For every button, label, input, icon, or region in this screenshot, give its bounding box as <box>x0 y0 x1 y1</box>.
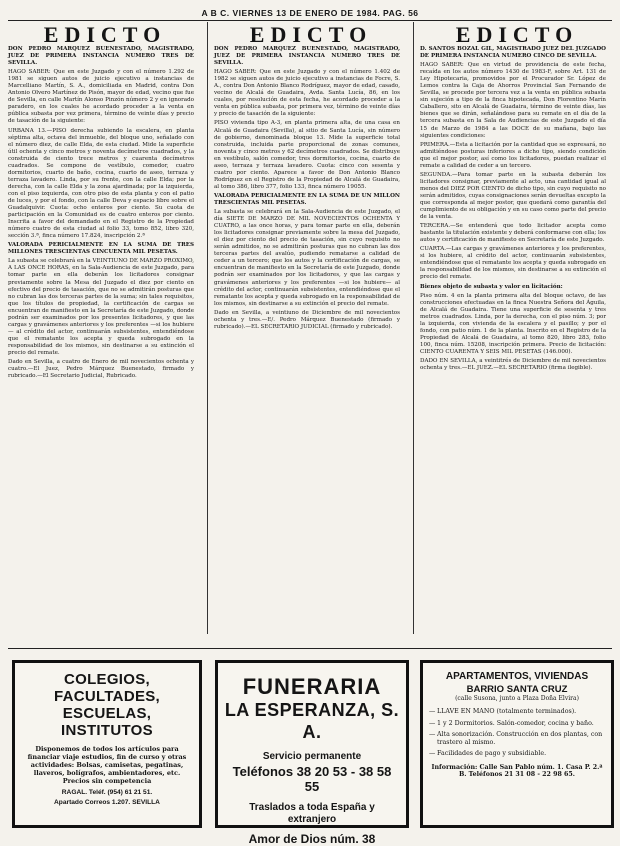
edict-paragraph: HAGO SABER: Que en virtud de providencia de este fecha, recaída en los autos número 1430 de 1983-F, sobre Art. 131 de Ley Hipotecaria, promovidos por el Procurador Sr. López de Lemos contra la Caja de Ahorros Provincial San Fernando de Sevilla, se procede por tercera vez a la venta en pública subasta sin sujeción a tipo de la finca hipotecada, Don Florentino Marín Caballero, sito en Alcalá de Guadaira, término de veinte días, las bienes que se dirán, señalándose para su remate en el día de la tercera subasta en la Sala de Audiencias de este Juzgado el día 15 de Marzo de 1984 a las DOCE de su mañana, bajo las siguientes condiciones: <box>420 62 606 139</box>
page-header: A B C. VIERNES 13 DE ENERO DE 1984. PAG. 56 <box>201 8 419 18</box>
edict-paragraph: HAGO SABER: Que en este Juzgado y con el número 1.292 de 1981 se siguen autos de juicio ejecutivo a instancias de Marcelliano Martín, S. A., domiciliada en Madrid, contra Don Antonio Olvero Martínez de Pisón, mayor de edad, vecino que fue de Sevilla, en calle Martín Alonso Pinzón número 2 y en ignorado paradero, en los cuales he acordado proceder a la venta en pública subasta por vez primera, término de veinte días y precio de tasación de la siguiente: <box>8 69 194 125</box>
edict-subheading: Bienes objeto de subasta y valor en licitación: <box>420 283 563 290</box>
apartamentos-features <box>429 708 605 758</box>
funeraria-ad <box>215 660 409 846</box>
edict-valuation: VALORADA PERICIALMENTE EN LA SUMA DE TRES MILLONES TRESCIENTAS CINCUENTA MIL PESETAS. <box>8 242 194 256</box>
top-rule <box>8 20 612 21</box>
edict-paragraph: SEGUNDA.—Para tomar parte en la subasta deberán los licitadores consignar, previamente al acto, una cantidad igual al menos del DIEZ POR CIENTO de dicho tipo, sin cuyo requisito no serán admitidos, cuyas consignaciones serán devueltas excepto la que corresponda al mejor postor, que quedará como garantía del cumplimiento de su obligación y en su caso como parte del precio de la venta. <box>420 171 606 221</box>
edict-paragraph: URBANA 13.—PISO derecha subiendo la escalera, en planta séptima alta, octava del inmueble, del bloque uno, señalado con el número diez, de calle Elda, de esta ciudad. Mide la superficie útil ochenta y cinco metros y noventa decímetros cuadrados, y la construida de ciento trece metros y cuarenta decímetros cuadrados. Se compone de vestíbulo, comedor, cuatro dormitorios, cuarto de baño, cocina, cuarto de aseo, terraza y terraza lavadero. Linda, por su frente, con la calle Elda; por la derecha, con la calle Elda y la zona ajardinada; por la izquierda, con el piso izquierda, con otro piso de esta planta y con el patio de luces, y por el fondo, con la calle Deva y espacio libre sobre el Guadalquivir. Cuota: ocho enteros por ciento. Su cuota de participación en la Comunidad es de cuatro enteros por ciento. Inscrita a favor del demandado en el Registro de la Propiedad número cuatro de esta ciudad al folio 33, tomo 852, libro 320, sección 3.ª, finca número 17.824, inscripción 2.ª <box>8 127 194 240</box>
edict-signature: Dado en Sevilla, a cuatro de Enero de mil novecientos ochenta y cuatro.—El Juez, Pedro Márquez Buenestado, firmado y rubricado.—El Secretario Judicial, Rubricado. <box>8 359 194 380</box>
funeraria-service: Servicio permanente <box>262 751 362 762</box>
funeraria-name: LA ESPERANZA, S. A. <box>224 700 400 742</box>
edict-title-1: EDICTO <box>43 22 167 47</box>
edict-title-3: EDICTO <box>455 22 579 47</box>
colegios-address: Apartado Correos 1.207. SEVILLA <box>54 799 160 806</box>
colegios-heading-line1: COLEGIOS, FACULTADES, <box>53 671 161 705</box>
edict-paragraph: CUARTA.—Las cargas y gravámenes anteriores y los preferentes, si los hubiere, al crédito del actor, continuarán subsistentes, entendiéndose que el rematante los acepta y queda subrogado en la responsabilidad de los mismos, sin destinarse a su extinción el precio del remate. <box>420 246 606 281</box>
edict-paragraph: Piso núm. 4 en la planta primera alta del bloque octavo, de las construcciones efectuadas en la finca Nuestra Señora del Águila, de Alcalá de Guadaira. Tiene una superficie de sesenta y tres metros cuadrados. Linda, por la derecha, con el piso núm. 3; por la izquierda, con vivienda de la escalera y el pasillo; y por el fondo, con patio núm. 1 de la planta. Inscrito en el Registro de la Propiedad de Alcalá de Guadaira, al tomo 820, libro 283, folio 100, finca núm. 15208, inscripción primera. Precio de licitación: CIENTO CUARENTA Y SEIS MIL PESETAS (146.000). <box>420 292 606 355</box>
edict-paragraph: La subasta se celebrará en la VEINTIUNO DE MARZO PROXIMO, A LAS ONCE HORAS, en la Sala-Audiencia de este Juzgado, para tomar parte en ella deberán los licitadores consignar previamente sobre la Mesa del Juzgado el diez por ciento en efectivo del precio de tasación, que no se admitirán posturas que no cubran las dos terceras partes de la suma; sin tales requisitos, que los títulos de propiedad, la certificación de cargas se encuentran de manifiesto en la Secretaría de este Juzgado, donde podrán ser examinados por los presentes licitadores, y que las cargas y gravámenes anteriores y los preferentes —si los hubiere— al crédito del actor, continuarán subsistentes, entendiéndose que el rematante los acepta y queda subrogado en la responsabilidad de los mismos, sin destinarse a su extinción el precio del remate. <box>8 258 194 356</box>
edict-column-3 <box>420 46 606 636</box>
apartamentos-ad <box>420 660 614 828</box>
colegios-promo: Disponemos de todos los artículos para financiar viaje estudios, fin de curso y otras actividades: Bolsas, camisetas, pegatinas, llaveros, bolígrafos, ambientadores, etc. Precios sin competencia <box>27 745 187 785</box>
edict-valuation: VALORADA PERICIALMENTE EN LA SUMA DE UN MILLON TRESCIENTAS MIL PESETAS. <box>214 192 400 206</box>
funeraria-transfers: Traslados a toda España y extranjero <box>249 802 375 825</box>
edict-paragraph: TERCERA.—Se entenderá que todo licitador acepta como bastante la titulación existente y deberá conformarse con ella; los autos y certificación de manifiesto en Secretaría de este Juzgado. <box>420 223 606 244</box>
edict-heading: D. SANTOS BOZAL GIL, MAGISTRADO JUEZ DEL JUZGADO DE PRIMERA INSTANCIA NUMERO CINCO DE SEVILLA. <box>420 46 606 60</box>
funeraria-address: Amor de Dios núm. 38 <box>248 832 376 846</box>
colegios-ad <box>12 660 202 828</box>
colegios-heading <box>21 671 193 739</box>
edict-heading: DON PEDRO MARQUEZ BUENESTADO, MAGISTRADO, JUEZ DE PRIMERA INSTANCIA NUMERO TRES DE SEVILLA. <box>214 46 400 67</box>
bottom-rule <box>8 648 612 649</box>
edict-column-1 <box>8 46 194 636</box>
edict-column-2 <box>214 46 400 636</box>
edict-paragraph: PISO vivienda tipo A-3, en planta primera alta, de una casa en Alcalá de Guadaira (Sevilla), al sitio de Santa Lucía, sin número de gobierno, denominada bloque 13. Mide la superficie total construida, incluida parte proporcional de zonas comunes, noventa y cinco metros y 62 decímetros cuadrados. Se distribuye en vestíbulo, salón comedor, tres dormitorios, cocina, cuarto de aseo, terraza y terraza lavadero. Cuota: cinco con sesenta y cuatro por ciento. Aparece a favor de Don Antonio Blanco Rodríguez en el Registro de la Propiedad de Alcalá de Guadaira, al tomo 386, libro 377, folio 133, finca número 19055. <box>214 120 400 190</box>
feature-item: — LLAVE EN MANO (totalmente terminados). <box>429 708 605 716</box>
edict-signature: Dado en Sevilla, a veintiuno de Diciembre de mil novecientos ochenta y tres.—E/. Pedro Márquez Buenestado (firmado y rubricado).—EL SECRETARIO JUDICIAL (firmado y rubricado). <box>214 309 400 330</box>
edict-signature: DADO EN SEVILLA, a veintitrés de Diciembre de mil novecientos ochenta y tres.—EL JUEZ.—EL SECRETARIO (firma ilegible). <box>420 357 606 372</box>
funeraria-title: FUNERARIA <box>242 674 382 699</box>
feature-item: — 1 y 2 Dormitorios. Salón-comedor, cocina y baño. <box>429 720 605 728</box>
feature-item: — Facilidades de pago y subsidiable. <box>429 750 605 758</box>
column-rule <box>207 22 208 634</box>
apartamentos-location: (calle Susona, junto a Plaza Doña Elvira) <box>455 695 579 702</box>
edict-heading: DON PEDRO MARQUEZ BUENESTADO, MAGISTRADO, JUEZ DE PRIMERA INSTANCIA NUMERO TRES DE SEVILLA. <box>8 46 194 67</box>
edict-paragraph: La subasta se celebrará en la Sala-Audiencia de este Juzgado, el día SIETE DE MARZO DE MIL NOVECIENTOS OCHENTA Y CUATRO, a las once horas, y para tomar parte en ella, deberán los licitadores consignar previamente sobre la mesa del Juzgado, el diez por ciento del precio de tasación, sin cuyo requisito no serán admitidos, no se admitirán posturas que no cubran las dos terceras partes del avalúo, pudiendo rematarse a calidad de ceder a un tercero; que los autos y la certificación de cargas, se encuentran de manifiesto en la Secretaría de este Juzgado, donde podrán ser examinados por los licitadores, y que las cargas y gravámenes anteriores y los preferentes —si los hubiere— al crédito del actor, continuarán subsistentes, entendiéndose que el rematante los acepta y queda subrogado en la responsabilidad de los mismos, sin destinarse a su extinción el precio del remate. <box>214 209 400 307</box>
apartamentos-info: Información: Calle San Pablo núm. 1. Casa P. 2.ª B. Teléfonos 21 31 08 - 22 98 65. <box>431 763 603 778</box>
apartamentos-title: APARTAMENTOS, VIVIENDAS <box>445 671 589 682</box>
edict-paragraph: PRIMERA.—Esta a licitación por la cantidad que se expresará, no admitiéndose posturas inferiores a dicho tipo, siendo condición que el mejor postor, así como los licitadores, puedan realizar el remate a calidad de ceder a un tercero. <box>420 141 606 169</box>
edict-paragraph: HAGO SABER: Que en este Juzgado y con el número 1.402 de 1982 se siguen autos de juicio ejecutivo a instancias de Focre, S. A., contra Don Antonio Blanco Rodríguez, mayor de edad, casado, vecino de Alcalá de Guadaira, Avda. Santa Lucía, 86, en los cuales, por resolución de esta fecha, he acordado proceder a la venta en pública subasta, por primera vez, término de veinte días y precio de tasación de la siguiente: <box>214 69 400 118</box>
apartamentos-area: BARRIO SANTA CRUZ <box>466 684 568 695</box>
colegios-company: RAGAL. Teléf. (954) 61 21 51. <box>61 789 153 796</box>
funeraria-phones: Teléfonos 38 20 53 - 38 58 55 <box>232 764 392 794</box>
colegios-heading-line2: ESCUELAS, INSTITUTOS <box>61 705 153 739</box>
edict-title-2: EDICTO <box>249 22 373 47</box>
column-rule <box>413 22 414 634</box>
feature-item: — Alta sonorización. Construcción en dos plantas, con trastero al mismo. <box>429 731 605 746</box>
